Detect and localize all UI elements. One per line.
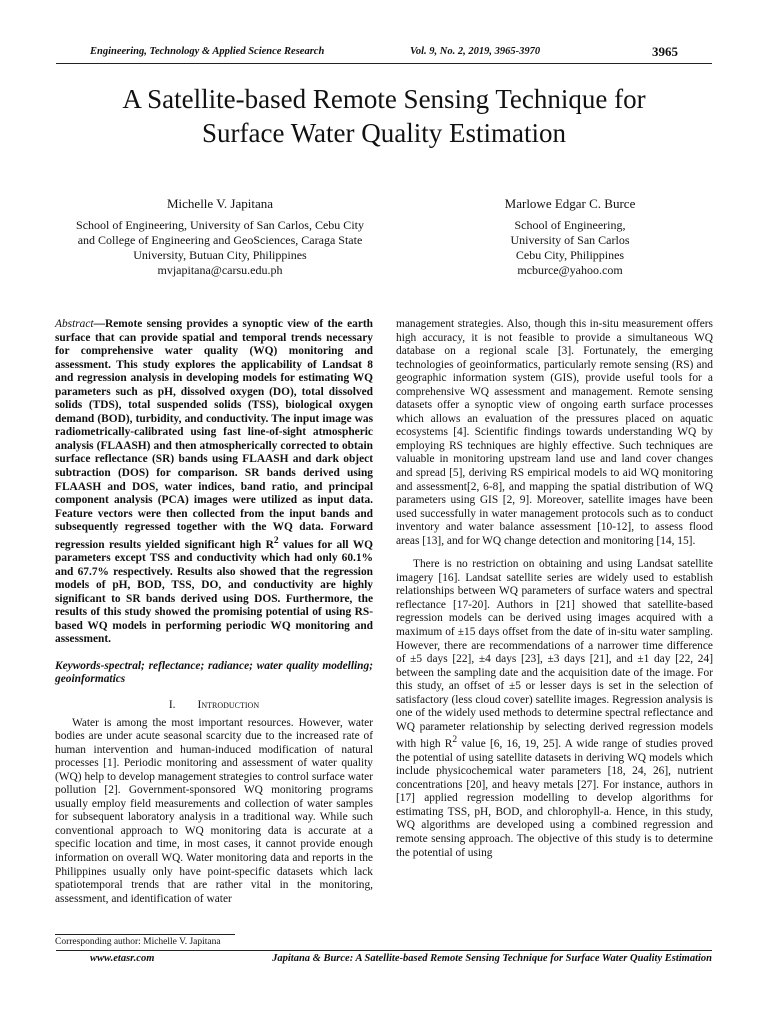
paper-title xyxy=(40,82,728,150)
abstract-text: —Remote sensing provides a synoptic view of the earth surface that can provide spatial and temporal trends necessary for comprehensive water quality (WQ) monitoring and assessment. This study explores the applicability of Landsat 8 and regression analysis in developing models for estimating WQ parameters such as pH, dissolved oxygen (DO), total dissolved solids (TDS), total suspended solids (TSS), biological oxygen demand (BOD), turbidity, and conductivity. The input image was radiometrically-calibrated using fast line-of-sight atmospheric analysis (FLAASH) and then atmospherically corrected to obtain surface reflectance (SR) bands using FLAASH and dark object subtraction (DOS) for comparison. SR bands derived using FLAASH and DOS, water indices, band ratio, and principal component analysis (PCA) images were utilized as input data. Feature vectors were then collected from the input bands and subsequently regressed together with the WQ data. Forward regression results yielded significant high R xyxy=(55,318,373,551)
affiliation-line: University of San Carlos xyxy=(510,233,630,247)
section-number: I. xyxy=(168,699,176,712)
author-block-2 xyxy=(420,196,720,278)
affiliation-line: and College of Engineering and GeoSciences, Caraga State xyxy=(77,233,363,247)
affiliation-line: Cebu City, Philippines xyxy=(515,248,625,262)
author-name: Michelle V. Japitana xyxy=(166,196,274,211)
affiliation-line: School of Engineering, University of San Carlos, Cebu City xyxy=(76,218,364,232)
section-heading xyxy=(55,699,373,713)
journal-name: Engineering, Technology & Applied Science Research xyxy=(90,46,325,57)
section-title: Introduction xyxy=(197,699,260,712)
affiliation-line: School of Engineering, xyxy=(514,218,626,232)
author-email[interactable]: mvjapitana@carsu.edu.ph xyxy=(157,263,283,277)
affiliation-line: University, Butuan City, Philippines xyxy=(133,248,307,262)
author-email[interactable]: mcburce@yahoo.com xyxy=(517,263,623,277)
header-divider xyxy=(56,63,712,64)
left-column xyxy=(55,318,373,906)
intro-paragraph-1-continued: management strategies. Also, though this in-situ measurement offers high accuracy, it is not feasible to provide a simultaneous WQ database on a regional scale [3]. Fortunately, the emerging technologies of geoinformatics, particularly remote sensing (RS) and geographic information system (GIS), provide useful tools for a comprehensive WQ assessment and management. Remote sensing datasets offer a synoptic view of ongoing earth surface processes which allows an evaluation of the pressures placed on aquatic ecosystems [4]. Scientific findings towards understanding WQ by employing RS techniques are highly effective. Such techniques are valuable in monitoring upstream land use and land cover changes and spread [5], deriving RS empirical models to aid WQ monitoring and assessment[2, 6-8], and mapping the spatial distribution of WQ parameters using GIS [2, 9]. Moreover, satellite images have been used successfully in water management protocols such as to conduct inventory and water balance assessment [10-12], to assess flood areas [13], and for WQ change detection and monitoring [14, 15]. xyxy=(396,318,713,547)
right-column xyxy=(396,318,713,860)
paragraph-text-continued: value [6, 16, 19, 25]. A wide range of studies proved the potential of using satellite datasets in deriving WQ models which include physicochemical water parameters [18, 24, 26], nutrient concentrations [20], and heavy metals [27]. For instance, authors in [17] applied regression modelling to develop algorithms for estimating TSS, pH, BOD, and chlorophyll-a. Hence, in this study, WQ algorithms are developed using a combined regression and remote sensing approach. The objective of this study is to determine the potential of using xyxy=(396,738,713,859)
title-line-1: A Satellite-based Remote Sensing Technique for xyxy=(122,84,646,114)
author-name: Marlowe Edgar C. Burce xyxy=(504,196,636,211)
volume-info: Vol. 9, No. 2, 2019, 3965-3970 xyxy=(410,46,541,57)
corresponding-author-note: Corresponding author: Michelle V. Japitana xyxy=(55,937,221,947)
r-squared-superscript: 2 xyxy=(273,535,279,546)
journal-website-link[interactable]: www.etasr.com xyxy=(90,953,155,964)
running-title: Japitana & Burce: A Satellite-based Remote Sensing Technique for Surface Water Quality Estimation xyxy=(272,953,712,964)
r-squared-superscript: 2 xyxy=(452,735,458,746)
author-block-1 xyxy=(50,196,390,278)
footnote-divider xyxy=(55,934,235,935)
keywords: Keywords-spectral; reflectance; radiance; water quality modelling; geoinformatics xyxy=(55,659,373,686)
abstract-text-continued: values for all WQ parameters except TSS and conductivity which had only 60.1% and 67.7% respectively. Results also showed that the regression models of pH, BOD, TSS, DO, and conductivity are highly significant to SR bands derived using DOS. Furthermore, the results of this study showed the promising potential of using RS-based WQ models in performing periodic WQ monitoring and assessment. xyxy=(55,538,373,646)
intro-paragraph-1: Water is among the most important resources. However, water bodies are under acute seasonal scarcity due to the increased rate of human intervention and human-induced modification of natural processes [1]. Periodic monitoring and assessment of water quality (WQ) help to develop management strategies to control surface water pollution [2]. Government-sponsored WQ monitoring programs usually employ field measurements and collection of water samples for subsequent laboratory analysis in a traditional way. While such conventional approach to WQ monitoring data is accurate at a specific location and time, in most cases, it cannot provide enough information on overall WQ. Water monitoring data and reports in the Philippines usually only have point-specific datasets which lack spatiotemporal trends that are rather vital in the monitoring, assessment, and identification of water xyxy=(55,716,373,905)
running-footer xyxy=(90,953,712,969)
footer-divider xyxy=(56,950,712,951)
page-number: 3965 xyxy=(652,44,678,59)
intro-paragraph-2 xyxy=(396,558,713,860)
abstract-label: Abstract xyxy=(55,318,94,330)
running-header xyxy=(90,44,678,62)
paragraph-text: There is no restriction on obtaining and using Landsat satellite imagery [16]. Landsat satellite series are widely used to establish relationships between WQ parameters of surface waters and spectral reflectance [17-20]. Authors in [21] showed that satellite-based regression models can be derived using images acquired with a maximum of ±15 days offset from the date of in-situ water sampling. However, there are recommendations of a narrower time difference of ±5 days [22], ±4 days [23], ±3 days [21], and ±1 day [22, 24] between the sampling date and the acquisition date of the image. For this study, an offset of ±5 or lesser days is set in the selection of satisfactory (less cloud cover) satellite images. Regression analysis is one of the widely used methods to determine spectral reflectance and WQ parameter relationship by selecting derived regression models with high R xyxy=(396,558,713,751)
title-line-2: Surface Water Quality Estimation xyxy=(202,118,566,148)
abstract xyxy=(55,318,373,647)
